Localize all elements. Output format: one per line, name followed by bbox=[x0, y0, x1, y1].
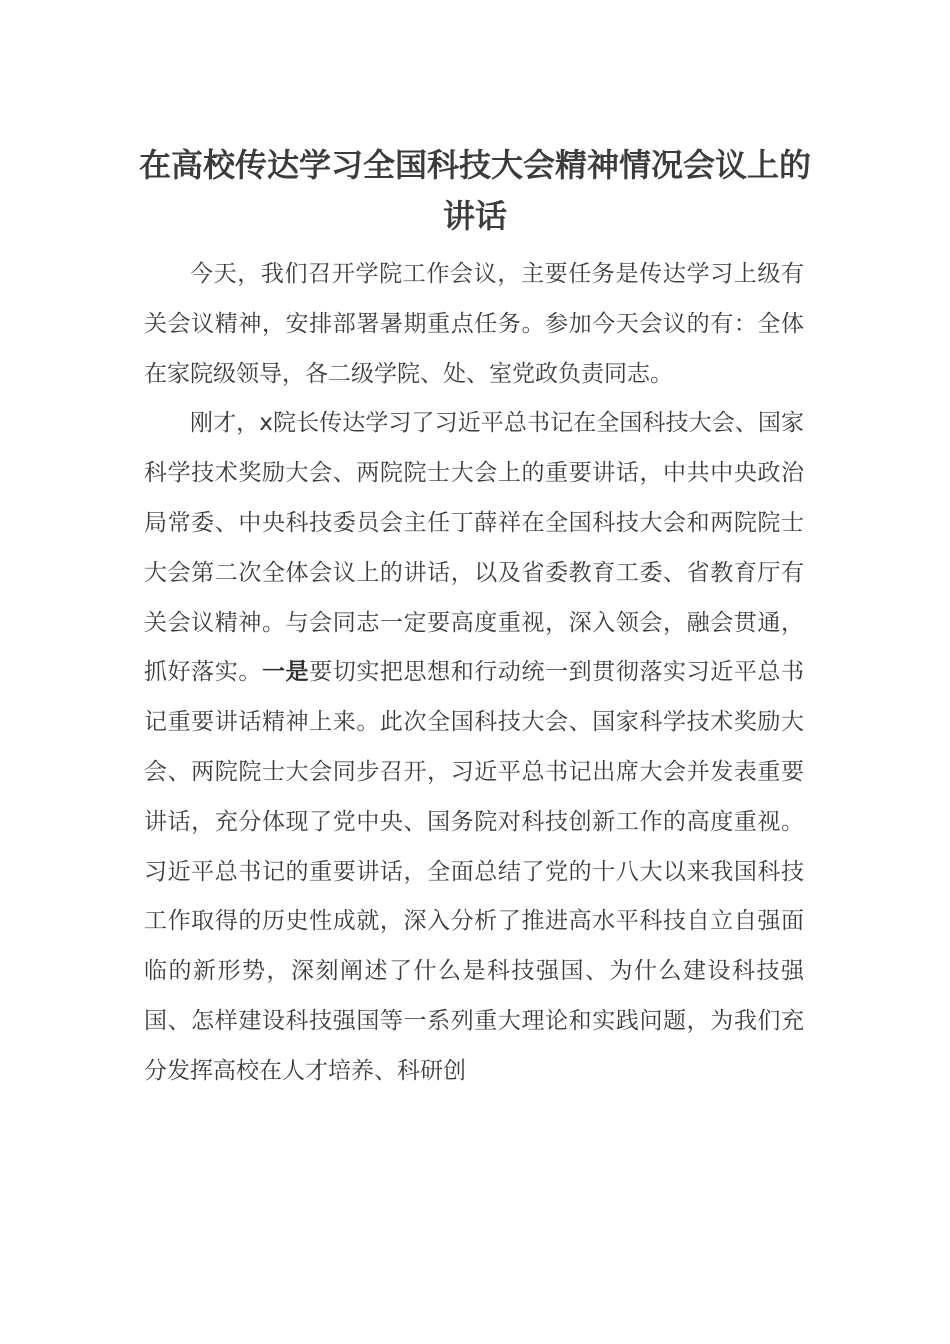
document-title: 在高校传达学习全国科技大会精神情况会议上的讲话 bbox=[138, 146, 811, 235]
document-body bbox=[144, 250, 804, 1097]
paragraph-main bbox=[144, 399, 804, 1096]
paragraph-intro: 今天，我们召开学院工作会议，主要任务是传达学习上级有关会议精神，安排部署暑期重点任务。参加今天会议的有：全体在家院级领导，各二级学院、处、室党政负责同志。 bbox=[144, 261, 804, 387]
paragraph-main-text-before: 刚才，x院长传达学习了习近平总书记在全国科技大会、国家科学技术奖励大会、两院院士大会上的重要讲话，中共中央政治局常委、中央科技委员会主任丁薛祥在全国科技大会和两院院士大会第二次全体会议上的讲话，以及省委教育工委、省教育厅有关会议精神。与会同志一定要高度重视，深入领会，融会贯通，抓好落实。 bbox=[144, 410, 804, 686]
paragraph-main-text-after: 要切实把思想和行动统一到贯彻落实习近平总书记重要讲话精神上来。此次全国科技大会、国家科学技术奖励大会、两院院士大会同步召开，习近平总书记出席大会并发表重要讲话，充分体现了党中央、国务院对科技创新工作的高度重视。习近平总书记的重要讲话，全面总结了党的十八大以来我国科技工作取得的历史性成就，深入分析了推进高水平科技自立自强面临的新形势，深刻阐述了什么是科技强国、为什么建设科技强国、怎样建设科技强国等一系列重大理论和实践问题，为我们充分发挥高校在人才培养、科研创 bbox=[144, 659, 805, 1084]
paragraph-main-emphasis: 一是 bbox=[261, 659, 310, 686]
